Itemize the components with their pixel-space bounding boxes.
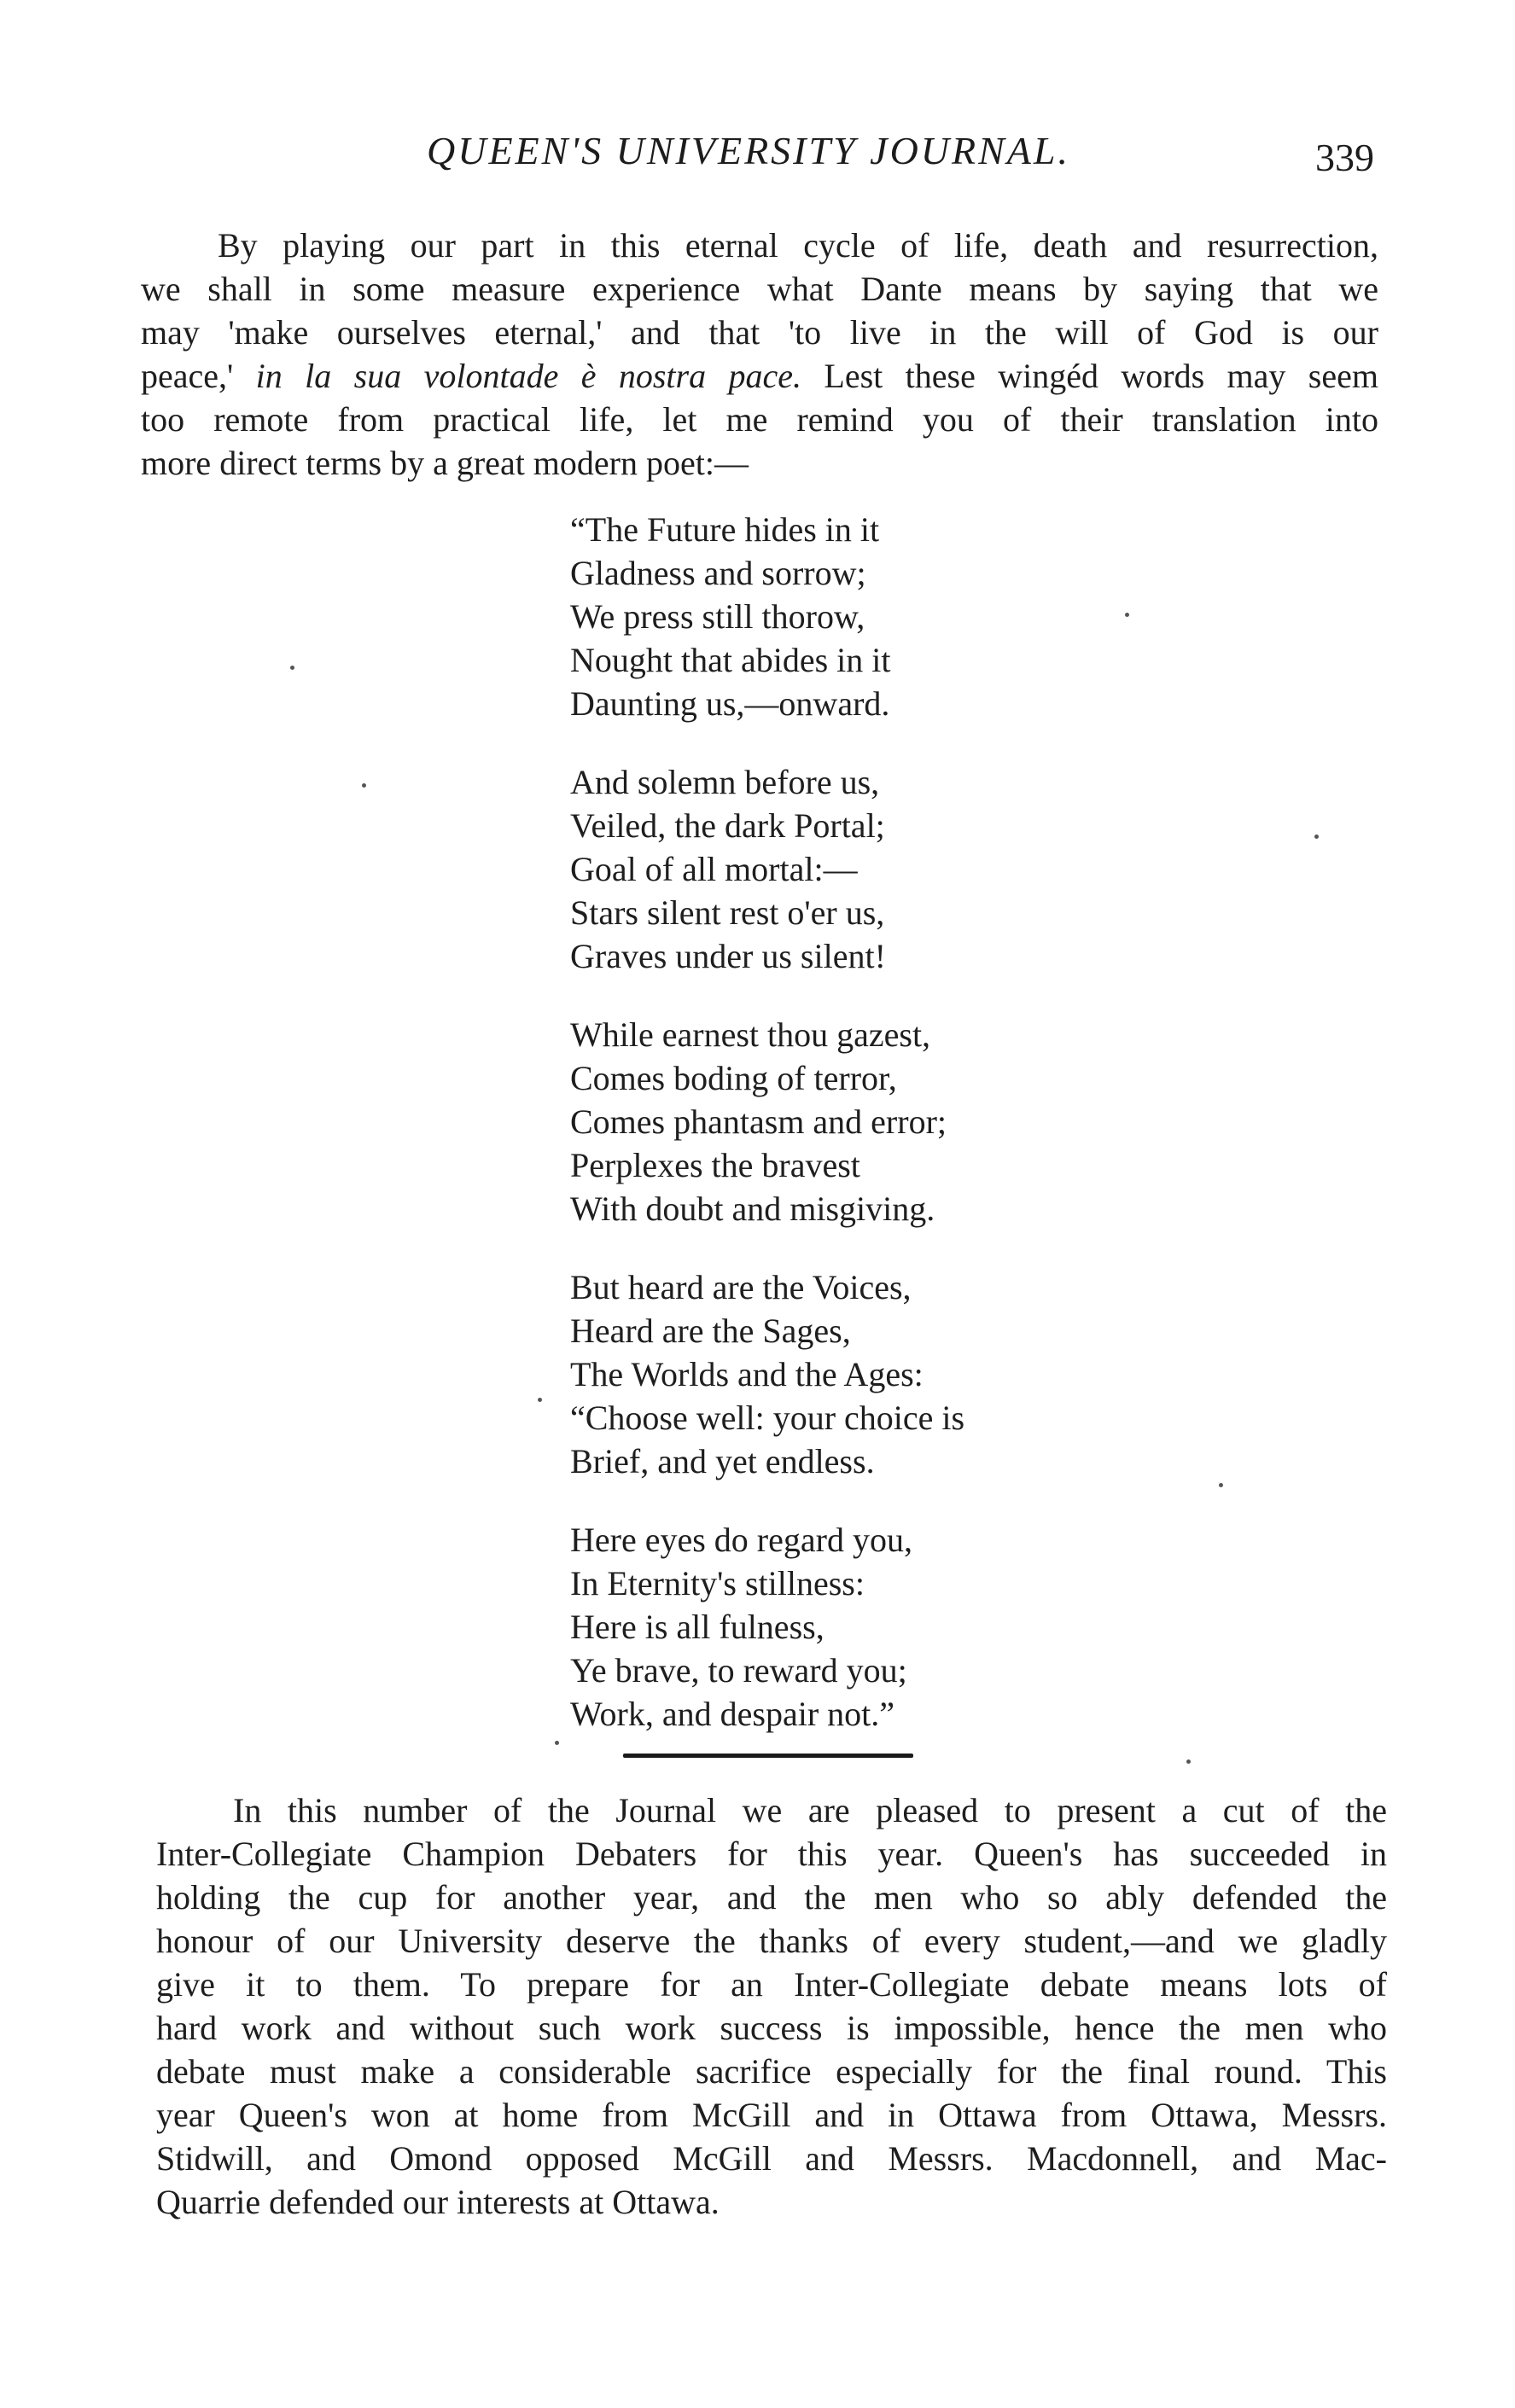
- paragraph-line: debate must make a considerable sacrifice especially for the final round. This: [156, 2052, 1387, 2091]
- poem-line: Graves under us silent!: [570, 937, 886, 975]
- poem-line: The Worlds and the Ages:: [570, 1355, 924, 1393]
- paragraph-line: In this number of the Journal we are pleased to present a cut of the: [233, 1791, 1387, 1829]
- poem-stanza: [570, 760, 1168, 978]
- poem: [570, 508, 1168, 1771]
- paragraph-line: Quarrie defended our interests at Ottawa.: [156, 2183, 720, 2221]
- page-header: [145, 128, 1374, 196]
- poem-line: Comes phantasm and error;: [570, 1102, 947, 1141]
- page-number: 339: [1315, 136, 1374, 179]
- poem-stanza: [570, 1265, 1168, 1483]
- scan-speck: [1186, 1759, 1191, 1764]
- poem-line: In Eternity's stillness:: [570, 1564, 865, 1602]
- paragraph-line: may 'make ourselves eternal,' and that 'to live in the will of God is our: [141, 313, 1378, 352]
- line-suffix: Lest these wingéd words may seem: [801, 357, 1378, 395]
- poem-line: But heard are the Voices,: [570, 1268, 912, 1306]
- poem-line: Here is all fulness,: [570, 1608, 825, 1646]
- poem-line: Goal of all mortal:—: [570, 850, 858, 888]
- poem-stanza: [570, 508, 1168, 725]
- poem-stanza: [570, 1013, 1168, 1230]
- poem-line: “The Future hides in it: [570, 510, 880, 549]
- poem-line: Work, and despair not.”: [570, 1695, 894, 1733]
- scan-speck: [362, 783, 366, 788]
- poem-line: Veiled, the dark Portal;: [570, 806, 885, 845]
- paragraph-line: Stidwill, and Omond opposed McGill and Messrs. Macdonnell, and Mac-: [156, 2139, 1387, 2178]
- poem-line: While earnest thou gazest,: [570, 1015, 931, 1054]
- poem-line: Here eyes do regard you,: [570, 1521, 912, 1559]
- line-prefix: peace,': [141, 357, 256, 395]
- paragraph-line: holding the cup for another year, and the men who so ably defended the: [156, 1878, 1387, 1917]
- poem-line: Comes boding of terror,: [570, 1059, 897, 1097]
- opening-paragraph: [141, 224, 1378, 485]
- poem-line: Heard are the Sages,: [570, 1312, 851, 1350]
- running-title: QUEEN'S UNIVERSITY JOURNAL.: [427, 129, 1070, 172]
- poem-line: Brief, and yet endless.: [570, 1442, 875, 1480]
- paragraph-line: By playing our part in this eternal cycle of life, death and resurrection,: [218, 226, 1378, 265]
- poem-line: Gladness and sorrow;: [570, 554, 866, 592]
- scan-speck: [1314, 835, 1319, 839]
- paragraph-line: year Queen's won at home from McGill and in Ottawa from Ottawa, Messrs.: [156, 2096, 1387, 2134]
- section-divider: [623, 1754, 913, 1758]
- paragraph-line: give it to them. To prepare for an Inter-Collegiate debate means lots of: [156, 1965, 1387, 2004]
- scan-speck: [1219, 1483, 1223, 1487]
- scan-speck: [538, 1398, 542, 1402]
- poem-line: And solemn before us,: [570, 763, 880, 801]
- poem-line: Ye brave, to reward you;: [570, 1651, 907, 1690]
- paragraph-line-with-quotation: [141, 354, 1378, 398]
- paragraph-line: hard work and without such work success is impossible, hence the men who: [156, 2009, 1387, 2047]
- poem-line: Nought that abides in it: [570, 641, 891, 679]
- poem-line: We press still thorow,: [570, 597, 865, 636]
- scan-speck: [1125, 613, 1129, 617]
- editorial-paragraph: [156, 1789, 1387, 2224]
- poem-line: “Choose well: your choice is: [570, 1399, 965, 1437]
- paragraph-line: too remote from practical life, let me remind you of their translation into: [141, 400, 1378, 439]
- poem-line: With doubt and misgiving.: [570, 1189, 935, 1228]
- italian-quotation: in la sua volontade è nostra pace.: [255, 357, 802, 395]
- poem-line: Daunting us,—onward.: [570, 684, 890, 723]
- scan-speck: [290, 666, 294, 670]
- poem-stanza: [570, 1518, 1168, 1736]
- paragraph-line: Inter-Collegiate Champion Debaters for this year. Queen's has succeeded in: [156, 1835, 1387, 1873]
- paragraph-line: honour of our University deserve the thanks of every student,—and we gladly: [156, 1922, 1387, 1960]
- paragraph-line: more direct terms by a great modern poet:—: [141, 444, 749, 482]
- poem-line: Stars silent rest o'er us,: [570, 893, 885, 932]
- scan-speck: [555, 1741, 559, 1745]
- paragraph-line: we shall in some measure experience what Dante means by saying that we: [141, 270, 1378, 308]
- poem-line: Perplexes the bravest: [570, 1146, 860, 1184]
